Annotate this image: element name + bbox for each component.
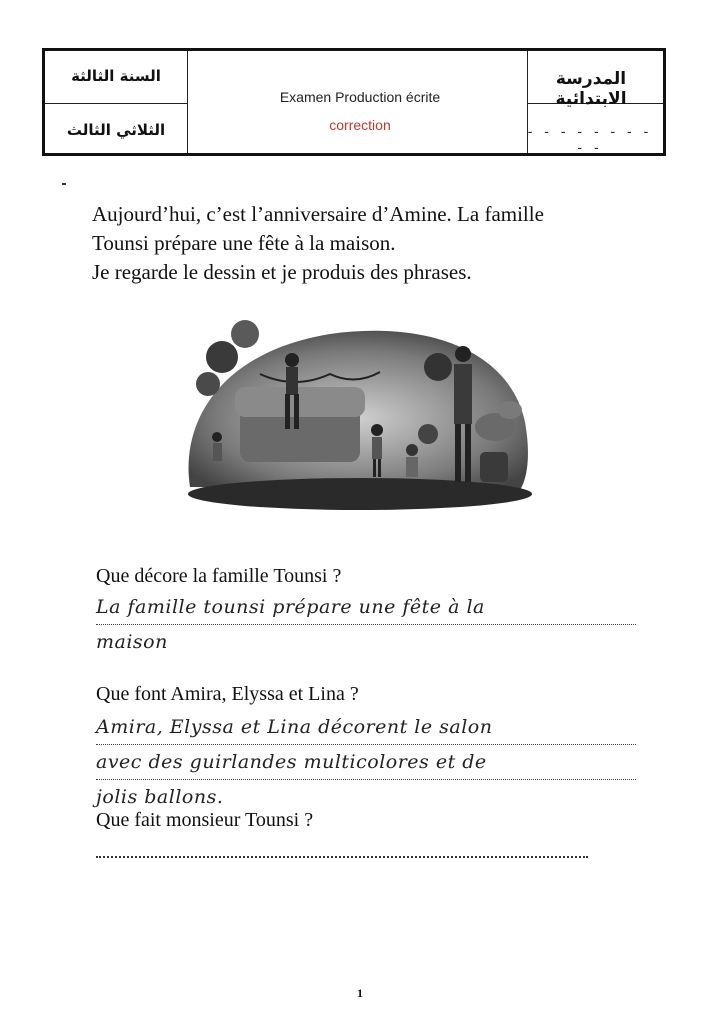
balloon-icon	[418, 424, 438, 444]
instructions	[92, 200, 672, 287]
balloon-icon	[424, 353, 452, 381]
party-illustration	[180, 312, 540, 512]
exam-title: Examen Production écrite	[279, 89, 441, 105]
grade-label: السنة الثالثة	[71, 67, 161, 85]
answer-2-line-2: avec des guirlandes multicolores et de	[96, 745, 636, 780]
correction-label: correction	[329, 117, 391, 133]
balloon-icon	[196, 372, 220, 396]
header-divider-left-h	[45, 103, 187, 104]
answer-2-line-1: Amira, Elyssa et Lina décorent le salon	[96, 710, 636, 745]
answer-1	[96, 590, 636, 659]
answer-3-blank-line[interactable]	[96, 856, 588, 858]
page-number: 1	[357, 986, 363, 1000]
scan-mark	[62, 183, 66, 185]
school-name-blank: - - - - - - - - - -	[527, 123, 653, 155]
intro-line-1: Aujourd’hui, c’est l’anniversaire d’Amine. La famille	[92, 202, 544, 226]
question-3: Que fait monsieur Tounsi ?	[96, 809, 314, 831]
intro-line-2: Tounsi prépare une fête à la maison.	[92, 231, 396, 255]
sofa-back-icon	[235, 387, 365, 417]
intro-line-3: Je regarde le dessin et je produis des phrases.	[92, 260, 472, 284]
answer-1-line-1: La famille tounsi prépare une fête à la	[96, 590, 636, 625]
answer-1-line-2: maison	[96, 631, 168, 653]
child-icon	[212, 432, 222, 461]
term-label: الثلاثي الثالث	[66, 121, 166, 139]
header-table	[42, 48, 666, 156]
question-1: Que décore la famille Tounsi ?	[96, 565, 342, 587]
answer-2-line-3: jolis ballons.	[96, 786, 224, 808]
balloon-icon	[231, 320, 259, 348]
answer-2	[96, 710, 636, 814]
floor-shadow	[188, 478, 532, 510]
school-label: المدرسة الابتدائية	[555, 69, 627, 109]
balloon-icon	[206, 341, 238, 373]
question-2: Que font Amira, Elyssa et Lina ?	[96, 683, 359, 705]
header-divider-left	[187, 51, 188, 153]
child-icon	[406, 444, 418, 477]
